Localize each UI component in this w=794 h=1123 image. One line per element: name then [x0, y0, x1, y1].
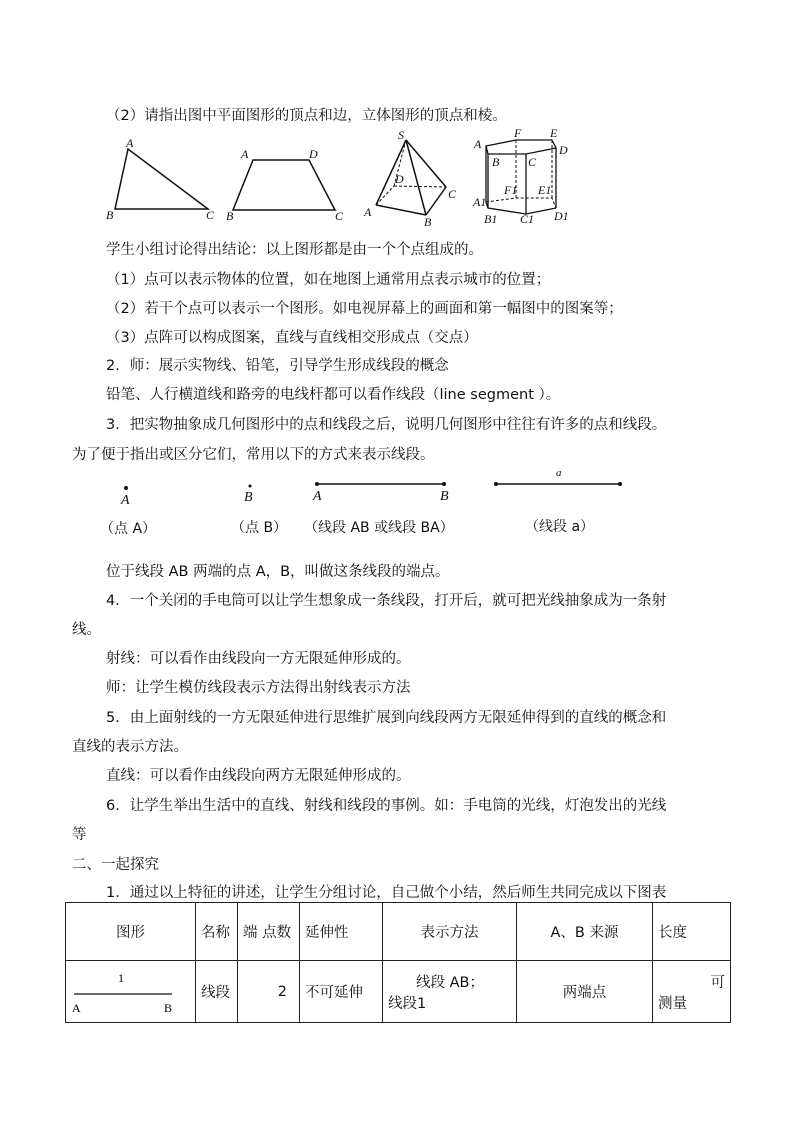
header-length: 长度 — [653, 903, 731, 961]
trapezoid-label-d: D — [309, 147, 318, 161]
pyramid-label-b: B — [424, 215, 432, 229]
cell-figure — [66, 961, 196, 1023]
step-6-line-1: 6．让学生举出生活中的直线、射线和线段的事例。如：手电筒的光线，灯泡发出的光线 — [106, 798, 667, 814]
summary-table — [65, 902, 731, 1023]
point-3: （3）点阵可以构成图案，直线与直线相交形成点（交点） — [106, 330, 478, 346]
segment-figure — [66, 962, 194, 1018]
step-2-detail: 铅笔、人行横道线和路旁的电线杆都可以看作线段（line segment ）。 — [106, 387, 561, 403]
header-name: 名称 — [196, 903, 238, 961]
header-source: A、B 来源 — [517, 903, 653, 961]
point-1: （1）点可以表示物体的位置，如在地图上通常用点表示城市的位置； — [106, 272, 551, 288]
notation-seg-a: a — [556, 470, 562, 479]
length-line-2: 测量 — [658, 995, 687, 1012]
caption-point-a: （点 A） — [100, 521, 157, 537]
step-2: 2．师：展示实物线、铅笔，引导学生形成线段的概念 — [106, 358, 449, 374]
method-line-1: 线段 AB； — [416, 974, 484, 991]
caption-segment-a: （线段 a） — [525, 519, 595, 535]
step-5-line-1: 5．由上面射线的一方无限延伸进行思维扩展到向线段两方无限延伸得到的直线的概念和 — [106, 710, 667, 726]
prism-label-d1: D1 — [554, 209, 569, 223]
step-3-line-1: 3．把实物抽象成几何图形中的点和线段之后，说明几何图形中往往有许多的点和线段。 — [106, 417, 667, 433]
segment-label-a: A — [72, 1000, 81, 1015]
prism-label-f: F — [514, 126, 522, 140]
prism-label-d: D — [559, 143, 568, 157]
prism-label-e: E — [550, 126, 558, 140]
header-extend: 延伸性 — [300, 903, 383, 961]
notation-figures — [110, 470, 650, 510]
step-6-line-2: 等 — [72, 827, 87, 843]
triangle-label-a: A — [126, 136, 134, 150]
trapezoid-label-b: B — [226, 209, 234, 223]
step-5-line-2: 直线的表示方法。 — [72, 739, 188, 755]
endpoints-text: 位于线段 AB 两端的点 A，B，叫做这条线段的端点。 — [106, 564, 450, 580]
caption-point-b: （点 B） — [231, 520, 288, 536]
ray-definition: 射线：可以看作由线段向一方无限延伸形成的。 — [106, 651, 411, 667]
prism-label-b: B — [492, 155, 500, 169]
table-header-row — [66, 903, 731, 961]
notation-point-b: B — [244, 490, 253, 505]
caption-segment-ab: （线段 AB 或线段 BA） — [304, 520, 454, 536]
header-method: 表示方法 — [383, 903, 517, 961]
conclusion-text: 学生小组讨论得出结论：以上图形都是由一个个点组成的。 — [106, 242, 483, 258]
header-endpoints: 端 点数 — [238, 903, 300, 961]
pyramid-label-s: S — [398, 128, 404, 142]
pyramid-figure — [362, 126, 467, 230]
prism-label-c: C — [528, 155, 537, 169]
trapezoid-label-c: C — [335, 209, 344, 223]
step-4-line-1: 4．一个关闭的手电筒可以让学生想象成一条线段，打开后，就可把光线抽象成为一条射 — [106, 593, 667, 609]
prism-label-b1: B1 — [484, 212, 498, 226]
header-figure: 图形 — [66, 903, 196, 961]
cell-source: 两端点 — [517, 961, 653, 1023]
cell-endpoints: 2 — [238, 961, 300, 1023]
prism-label-c1: C1 — [520, 212, 535, 226]
prism-label-a: A — [474, 137, 482, 151]
point-2: （2）若干个点可以表示一个图形。如电视屏幕上的画面和第一幅图中的图案等； — [106, 301, 623, 317]
cell-method — [383, 961, 517, 1023]
notation-seg-right: B — [440, 489, 449, 504]
table-row — [66, 961, 731, 1023]
pyramid-label-c: C — [448, 187, 457, 201]
cell-name: 线段 — [196, 961, 238, 1023]
segment-label-b: B — [164, 1000, 173, 1015]
cell-length — [653, 961, 731, 1023]
section-heading: 二、一起探究 — [72, 857, 159, 873]
method-line-2: 线段1 — [388, 995, 427, 1012]
line-definition: 直线：可以看作由线段向两方无限延伸形成的。 — [106, 768, 411, 784]
notation-point-a: A — [121, 493, 130, 508]
pyramid-label-a: A — [364, 205, 372, 219]
length-line-1: 可 — [710, 974, 725, 991]
trapezoid-label-a: A — [241, 147, 249, 161]
ray-teacher: 师：让学生模仿线段表示方法得出射线表示方法 — [106, 680, 411, 696]
triangle-label-c: C — [206, 208, 215, 222]
intro-question: （2）请指出图中平面图形的顶点和边，立体图形的顶点和棱。 — [106, 108, 507, 124]
pyramid-label-d: D — [395, 172, 404, 186]
prism-label-e1: E1 — [538, 183, 552, 197]
step-4-line-2: 线。 — [72, 622, 101, 638]
prism-label-a1: A1 — [473, 195, 487, 209]
triangle-label-b: B — [106, 208, 114, 222]
notation-seg-left: A — [313, 489, 322, 504]
step-3-line-2: 为了便于指出或区分它们，常用以下的方式来表示线段。 — [72, 447, 435, 463]
prism-label-f1: F1 — [504, 183, 518, 197]
cell-extend: 不可延伸 — [300, 961, 383, 1023]
explore-1: 1．通过以上特征的讲述，让学生分组讨论，自己做个小结，然后师生共同完成以下图表 — [106, 885, 667, 901]
triangle-figure — [100, 135, 220, 225]
segment-label-1: 1 — [118, 970, 124, 985]
prism-figure — [470, 126, 575, 230]
trapezoid-figure — [225, 140, 355, 225]
